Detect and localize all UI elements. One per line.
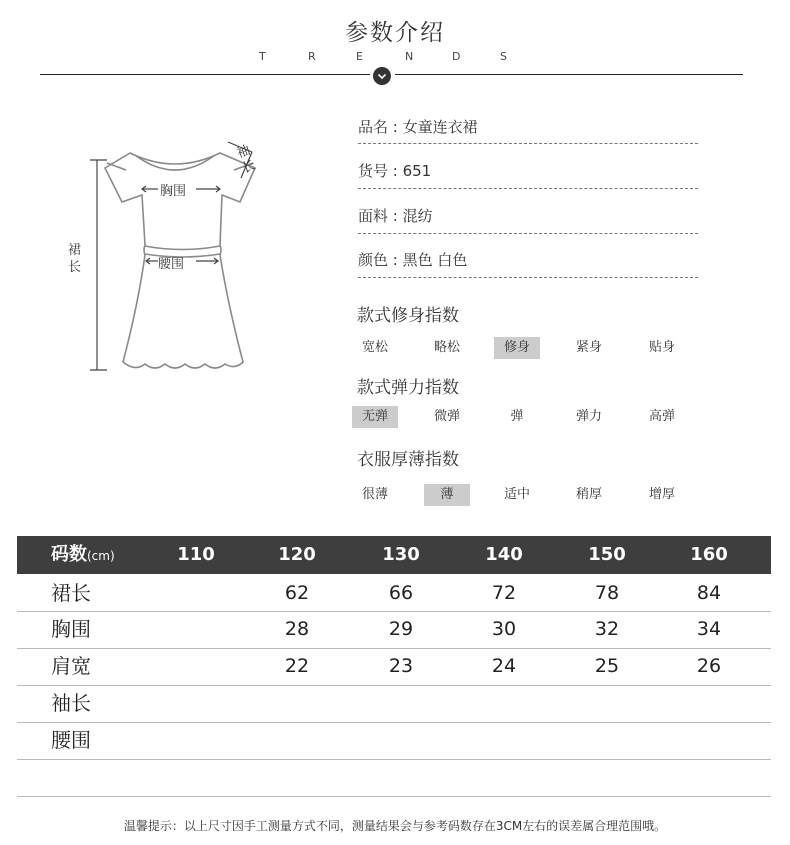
size-header-text: 码数	[51, 544, 87, 565]
row-label: 肩宽	[51, 654, 91, 678]
fit-option-selected: 修身	[494, 337, 540, 359]
thickness-option: 适中	[503, 487, 530, 502]
size-header-label	[51, 536, 161, 574]
size-column: 160	[690, 544, 728, 565]
table-cell: 62	[284, 582, 310, 604]
trends-letter: D	[452, 50, 461, 63]
fabric: 面料 : 混纺	[358, 207, 433, 225]
info-divider	[358, 143, 698, 144]
trends-letter: E	[356, 50, 363, 63]
table-bottom-line	[17, 796, 771, 797]
fit-index-title: 款式修身指数	[357, 306, 459, 326]
thickness-option: 很薄	[361, 487, 388, 502]
table-cell: 26	[696, 655, 722, 677]
table-cell: 25	[594, 655, 620, 677]
table-cell: 66	[388, 582, 414, 604]
info-divider	[358, 233, 698, 234]
table-cell: 22	[284, 655, 310, 677]
table-cell	[464, 685, 544, 722]
stretch-option-selected: 无弹	[352, 406, 398, 428]
table-cell: 24	[491, 655, 517, 677]
table-cell: 29	[388, 618, 414, 640]
info-divider	[358, 188, 698, 189]
table-cell: 84	[696, 582, 722, 604]
table-cell	[669, 685, 749, 722]
table-cell	[156, 611, 236, 648]
table-cell: 23	[388, 655, 414, 677]
size-column: 140	[485, 544, 523, 565]
dress-length-label: 裙长	[68, 243, 82, 275]
table-row	[17, 611, 771, 648]
row-label: 袖长	[51, 691, 91, 715]
stretch-option: 弹力	[575, 409, 602, 424]
table-cell	[567, 722, 647, 759]
trends-letter: N	[405, 50, 414, 63]
dress-diagram	[60, 130, 300, 380]
size-column: 120	[278, 544, 316, 565]
table-cell	[156, 685, 236, 722]
table-row	[17, 575, 771, 612]
size-column: 110	[177, 544, 215, 565]
table-cell	[464, 722, 544, 759]
footer-note: 温馨提示：以上尺寸因手工测量方式不同，测量结果会与参考码数存在3CM左右的误差属合理范围哦。	[123, 819, 667, 833]
size-table-header	[17, 536, 771, 574]
thickness-option-selected: 薄	[424, 484, 470, 506]
trends-letter: T	[259, 50, 266, 63]
row-label: 腰围	[51, 728, 91, 752]
table-row	[17, 648, 771, 685]
size-column: 150	[588, 544, 626, 565]
table-cell	[567, 685, 647, 722]
title-divider-right	[395, 74, 743, 75]
table-row	[17, 685, 771, 722]
size-header-unit: (cm)	[87, 549, 115, 563]
table-cell: 34	[696, 618, 722, 640]
table-cell	[156, 575, 236, 612]
fit-option: 贴身	[648, 340, 675, 355]
stretch-index-title: 款式弹力指数	[357, 378, 459, 398]
size-column: 130	[382, 544, 420, 565]
chevron-down-icon	[373, 67, 391, 85]
fit-option: 宽松	[361, 340, 388, 355]
row-divider	[17, 759, 771, 760]
trends-letter: R	[308, 50, 316, 63]
thickness-option: 稍厚	[575, 487, 602, 502]
table-cell	[156, 648, 236, 685]
table-row	[17, 722, 771, 759]
fit-option: 略松	[433, 340, 460, 355]
table-cell	[257, 685, 337, 722]
table-cell	[669, 722, 749, 759]
table-cell	[361, 722, 441, 759]
stretch-option: 微弹	[433, 409, 460, 424]
row-label: 裙长	[51, 581, 91, 605]
stretch-option: 高弹	[648, 409, 675, 424]
page-title: 参数介绍	[345, 20, 445, 46]
color: 颜色 : 黑色 白色	[358, 251, 468, 269]
stretch-option: 弹	[510, 409, 524, 424]
thickness-index-title: 衣服厚薄指数	[357, 450, 459, 470]
table-cell: 28	[284, 618, 310, 640]
sleeve-length-label: 袖长	[234, 142, 258, 177]
fit-option: 紧身	[575, 340, 602, 355]
trends-subtitle	[0, 50, 790, 64]
table-cell: 72	[491, 582, 517, 604]
waist-label: 腰围	[158, 257, 185, 272]
trends-letter: S	[500, 50, 507, 63]
info-divider	[358, 277, 698, 278]
product-name: 品名 : 女童连衣裙	[358, 118, 478, 136]
table-cell: 78	[594, 582, 620, 604]
table-cell	[361, 685, 441, 722]
title-divider-left	[40, 74, 370, 75]
table-cell: 30	[491, 618, 517, 640]
row-label: 胸围	[51, 617, 91, 641]
table-cell	[257, 722, 337, 759]
thickness-option: 增厚	[648, 487, 675, 502]
item-number: 货号 : 651	[358, 162, 432, 180]
chest-label: 胸围	[160, 184, 187, 199]
table-cell: 32	[594, 618, 620, 640]
table-cell	[156, 722, 236, 759]
